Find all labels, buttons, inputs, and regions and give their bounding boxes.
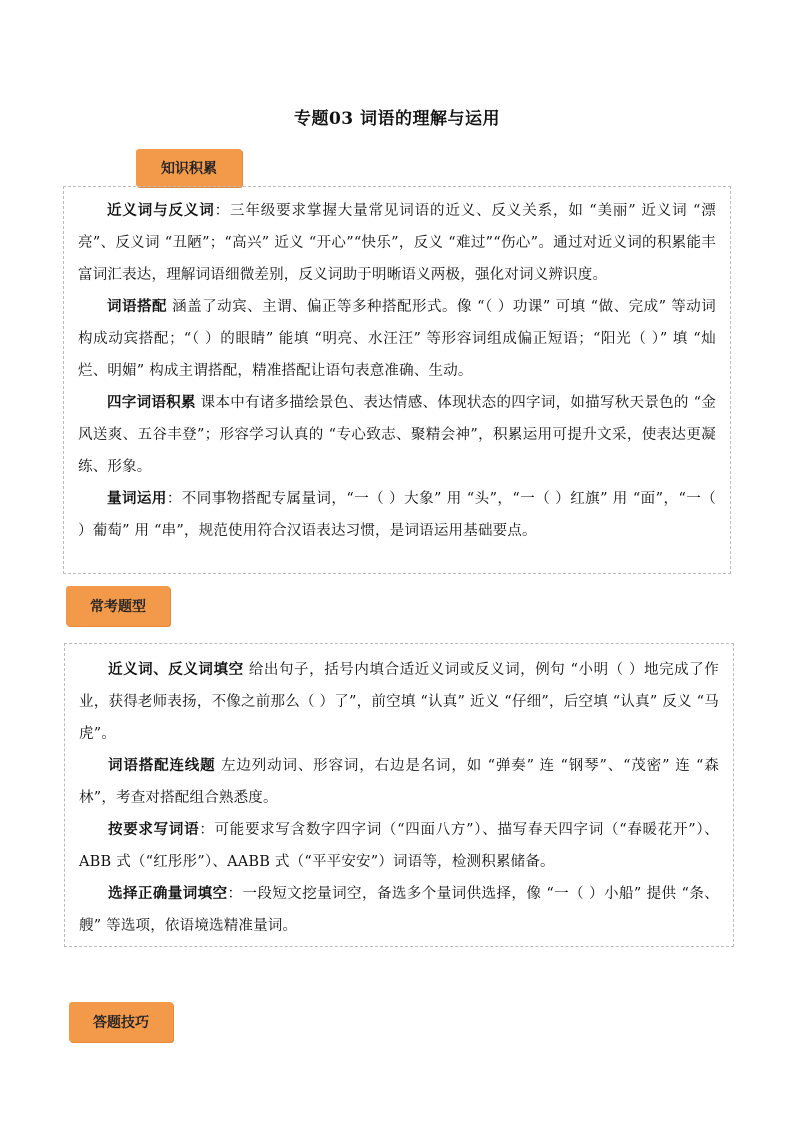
- knowledge-paragraph: [78, 291, 716, 387]
- keyword: 四字词语积累: [107, 394, 196, 411]
- paragraph-text: 给出句子，括号内填合适近义词或反义词，例句 “小明（ ）地完成了作业，获得老师表扬，不像之前那么（ ）了”，前空填 “认真” 近义 “仔细”，后空填 “认真” 反义 “马虎”。: [79, 662, 719, 742]
- keyword: 按要求写词语: [108, 821, 200, 838]
- common-question-box: [64, 643, 734, 947]
- knowledge-paragraph: [78, 387, 716, 483]
- section-tag-knowledge: [136, 149, 242, 187]
- paragraph-text: 课本中有诸多描绘景色、表达情感、体现状态的四字词，如描写秋天景色的 “金风送爽、五谷丰登”；形容学习认真的 “专心致志、聚精会神”，积累运用可提升文采，使表达更凝练、形象。: [78, 395, 717, 475]
- section-tag-label: 常考题型: [90, 599, 146, 615]
- paragraph-text: 涵盖了动宾、主谓、偏正等多种搭配形式。像 “（ ）功课” 可填 “做、完成” 等动词构成动宾搭配；“（ ）的眼睛” 能填 “明亮、水汪汪” 等形容词组成偏正短语；“阳光（ ）” 填 “灿烂、明媚” 构成主谓搭配，精准搭配让语句表意准确、生动。: [78, 299, 716, 379]
- paragraph-text: 左边列动词、形容词，右边是名词，如 “弹奏” 连 “钢琴”、“茂密” 连 “森林”，考查对搭配组合熟悉度。: [79, 758, 720, 806]
- keyword: 近义词与反义词: [107, 202, 215, 219]
- section-tag-tips: [69, 1002, 173, 1042]
- common-paragraph: 选择正确量词填空：一段短文挖量词空，备选多个量词供选择，像 “一（ ）小船” 提供 “条、艘” 等选项，依语境选精准量词。: [79, 885, 720, 934]
- section-tag-label: 知识积累: [161, 161, 217, 177]
- keyword: 词语搭配连线题: [108, 757, 216, 774]
- keyword: 词语搭配: [107, 298, 167, 315]
- common-paragraph: [79, 750, 719, 814]
- section-tag-label: 答题技巧: [93, 1015, 149, 1031]
- common-paragraph: [79, 654, 719, 750]
- page-title: 专题03 词语的理解与运用: [293, 109, 501, 129]
- keyword: 量词运用: [107, 490, 167, 507]
- knowledge-paragraph: 近义词与反义词：三年级要求掌握大量常见词语的近义、反义关系，如 “美丽” 近义词 “漂亮”、反义词 “丑陋”；“高兴” 近义 “开心”“快乐”，反义 “难过”“伤心”。通过对近义词的积累能丰富词汇表达，理解词语细微差别，反义词助于明晰语义两极，强化对词义辨识度。: [78, 202, 716, 283]
- knowledge-box: [63, 186, 731, 574]
- paragraph-text: 不同事物搭配专属量词，“一（ ）大象” 用 “头”，“一（ ）红旗” 用 “面”，“一（ ）葡萄” 用 “串”，规范使用符合汉语表达习惯，是词语运用基础要点。: [78, 491, 716, 539]
- section-tag-common: [66, 586, 170, 626]
- knowledge-paragraph: 量词运用：不同事物搭配专属量词，“一（ ）大象” 用 “头”，“一（ ）红旗” 用 “面”，“一（ ）葡萄” 用 “串”，规范使用符合汉语表达习惯，是词语运用基础要点。: [78, 490, 716, 539]
- paragraph-text: 可能要求写含数字四字词（“四面八方”）、描写春天四字词（“春暖花开”）、ABB 式（“红彤彤”）、AABB 式（“平平安安”）词语等，检测积累储备。: [79, 822, 719, 870]
- paragraph-text: 一段短文挖量词空，备选多个量词供选择，像 “一（ ）小船” 提供 “条、艘” 等选项，依语境选精准量词。: [79, 886, 720, 934]
- common-paragraph: 按要求写词语：可能要求写含数字四字词（“四面八方”）、描写春天四字词（“春暖花开”）、ABB 式（“红彤彤”）、AABB 式（“平平安安”）词语等，检测积累储备。: [79, 821, 719, 870]
- keyword: 近义词、反义词填空: [108, 661, 244, 678]
- paragraph-text: 三年级要求掌握大量常见词语的近义、反义关系，如 “美丽” 近义词 “漂亮”、反义词 “丑陋”；“高兴” 近义 “开心”“快乐”，反义 “难过”“伤心”。通过对近义词的积累能丰富词汇表达，理解词语细微差别，反义词助于明晰语义两极，强化对词义辨识度。: [78, 203, 716, 283]
- keyword: 选择正确量词填空: [108, 885, 228, 902]
